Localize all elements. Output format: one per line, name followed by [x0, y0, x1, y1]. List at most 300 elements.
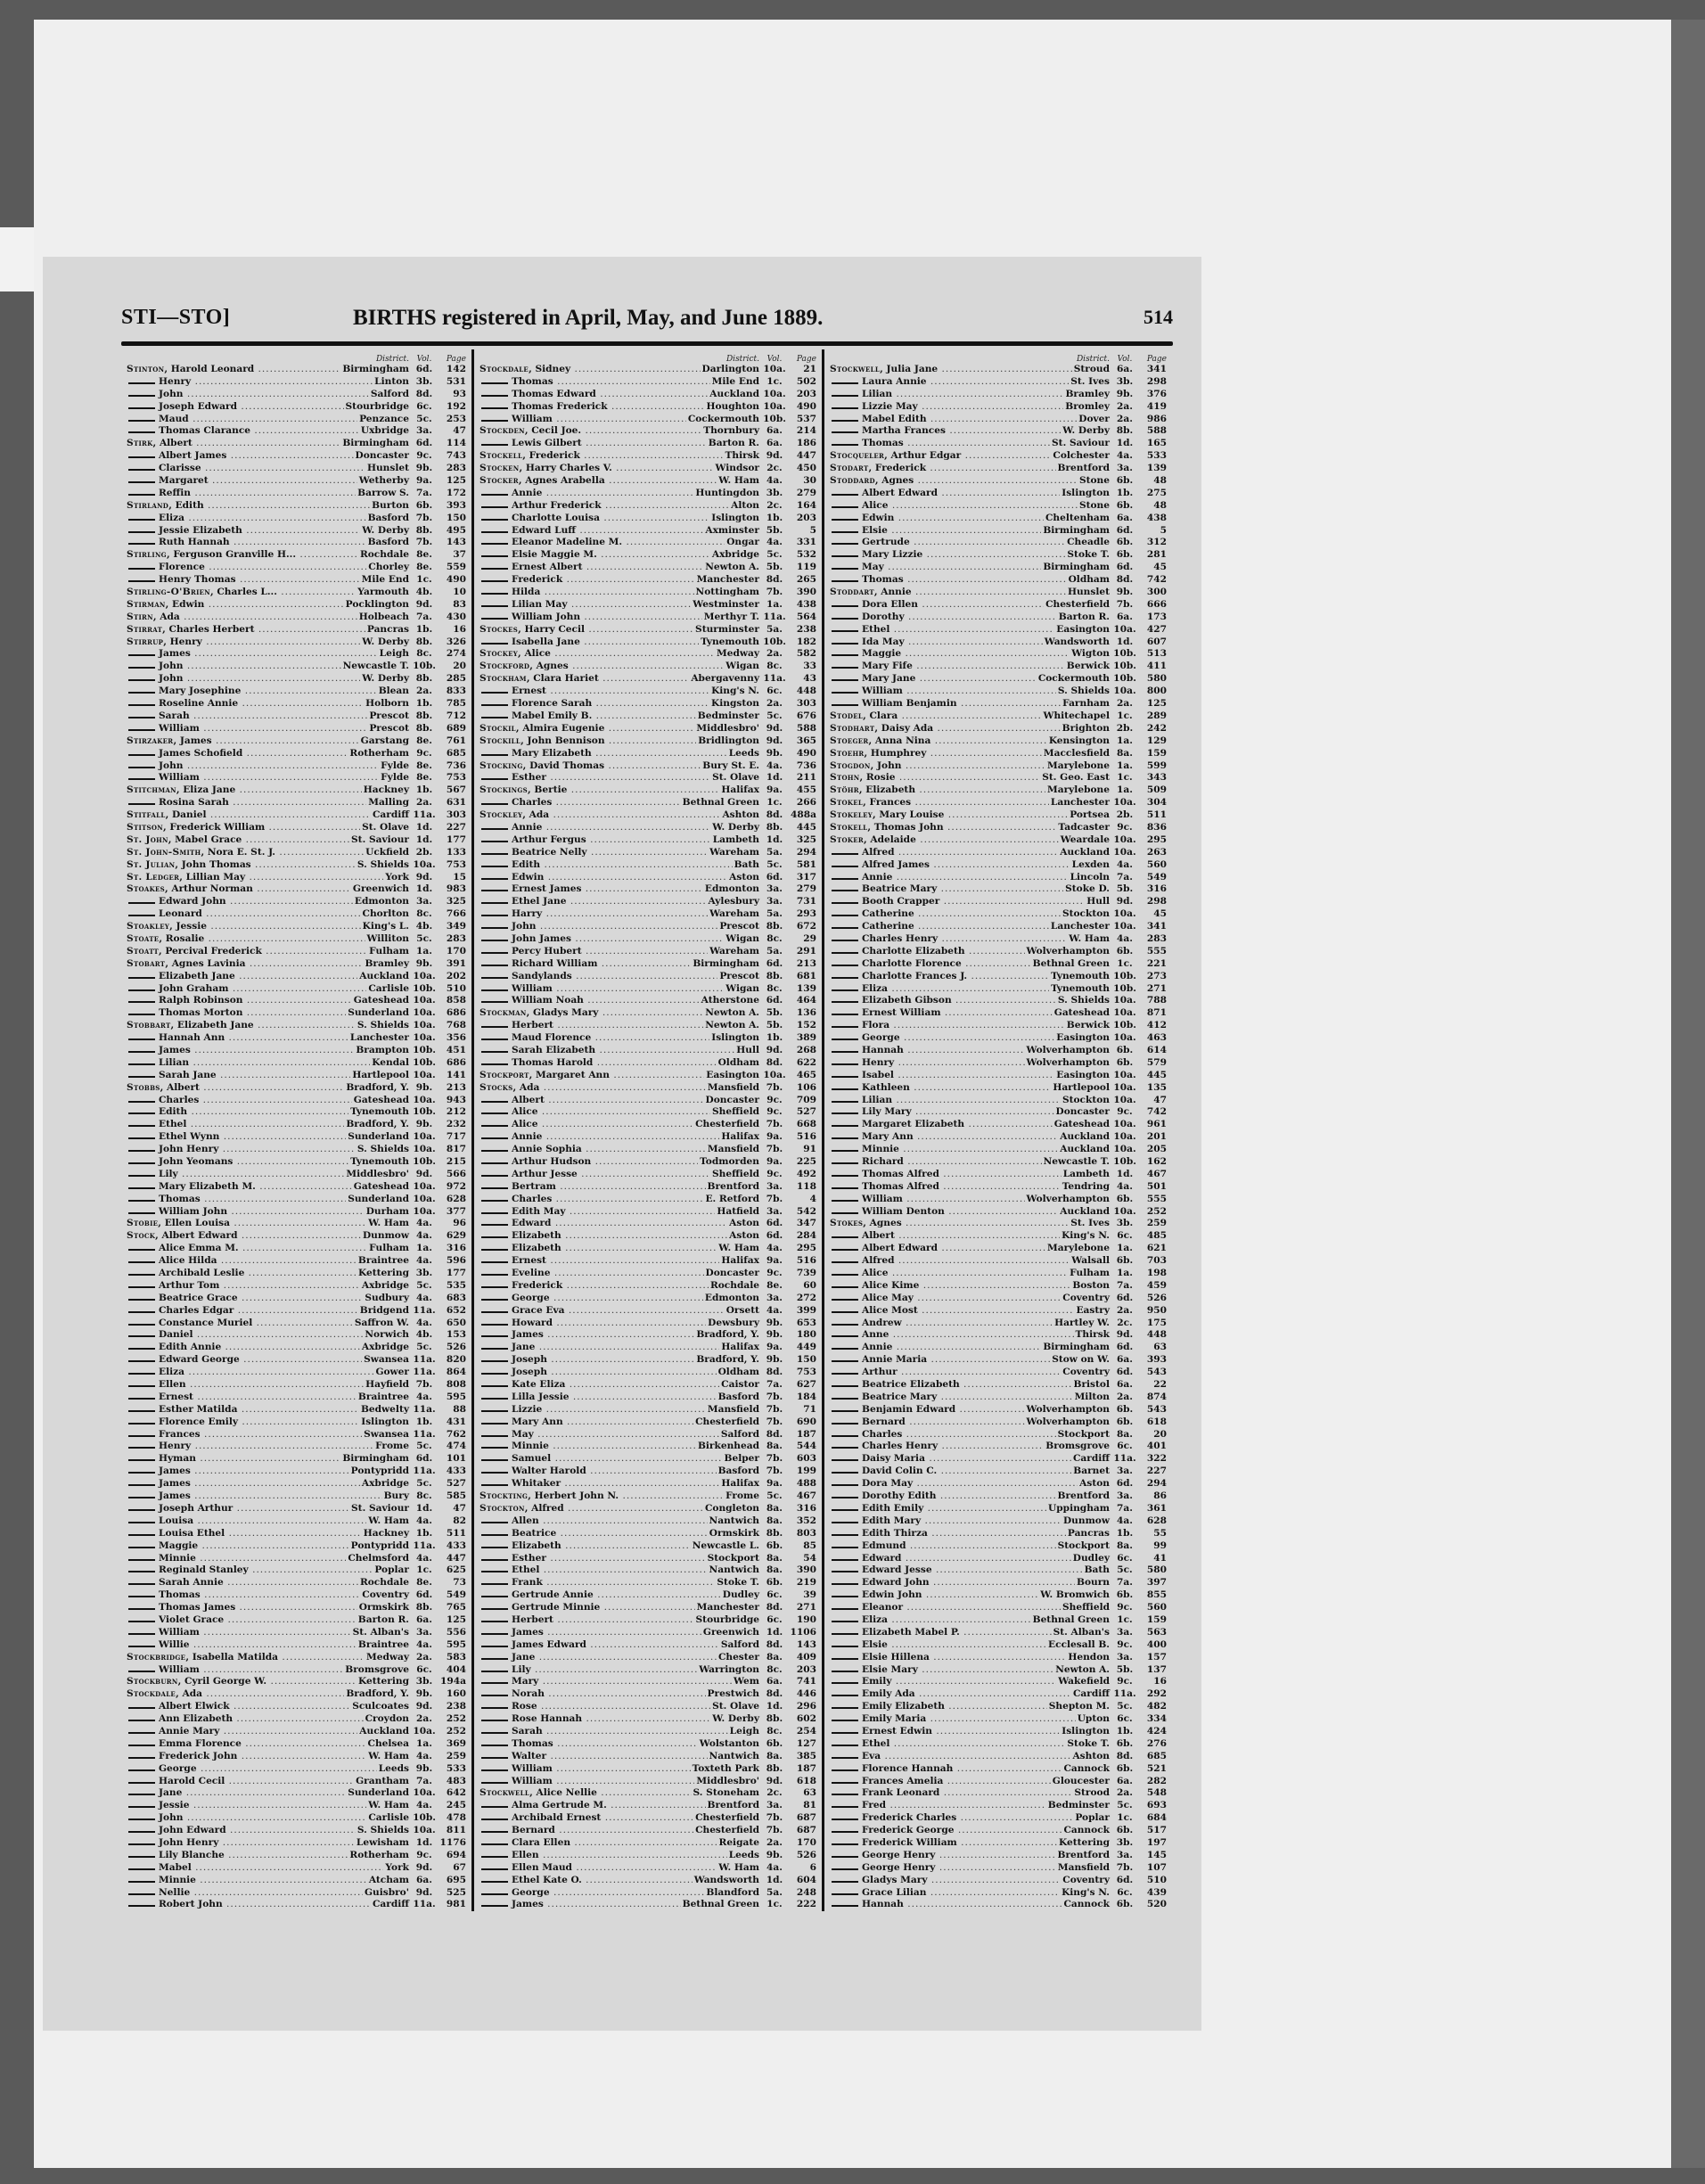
entry-page: 543: [1146, 1403, 1167, 1415]
entry-volume: 6d.: [415, 1453, 433, 1465]
entry-name: [127, 475, 357, 488]
entry-volume: 10a.: [763, 1069, 786, 1080]
entry-page: 47: [453, 1502, 466, 1514]
entry-volume: 2c.: [766, 463, 783, 474]
entry-district: Stone: [1078, 499, 1110, 511]
entry-district: Cardiff: [1072, 1688, 1110, 1700]
entry-page: 521: [1146, 1762, 1167, 1774]
register-entry: [127, 599, 466, 612]
entry-page: 761: [446, 735, 466, 746]
entry-page: 222: [796, 1899, 816, 1910]
entry-volume: 8b.: [415, 722, 433, 734]
entry-district: Barnet: [1073, 1466, 1110, 1477]
entry-district: Cockermouth: [1037, 673, 1110, 685]
entry-page: 385: [796, 1750, 816, 1761]
entry-given-names: John Edward: [159, 1825, 226, 1836]
entry-given-names: John: [159, 388, 184, 399]
entry-district: Ashton: [1072, 1750, 1110, 1761]
entry-volume: 1d.: [415, 821, 433, 833]
entry-page: 717: [446, 1131, 466, 1143]
entry-given-names: Lily Blanche: [159, 1849, 225, 1860]
register-entry: [127, 1701, 466, 1713]
entry-page: 45: [1153, 908, 1167, 920]
entry-volume: 1c.: [1117, 710, 1133, 721]
entry-given-names: Elizabeth: [512, 1539, 562, 1551]
entry-volume: 4b.: [415, 1329, 433, 1341]
entry-volume: 9b.: [415, 1119, 433, 1130]
entry-district: Dover: [1078, 413, 1110, 424]
entry-district: Cannock: [1063, 1825, 1110, 1836]
register-entry: [127, 1194, 466, 1206]
entry-volume: 8b.: [415, 524, 433, 536]
entry-name: [127, 1404, 359, 1416]
entry-district: Prescot: [719, 921, 759, 932]
entry-given-names: Ellen Maud: [512, 1861, 572, 1873]
entry-given-names: Esther: [512, 1552, 546, 1564]
register-entry: [127, 822, 466, 834]
register-entry: [480, 1367, 816, 1379]
register-entry: [127, 735, 466, 748]
entry-given-names: Minnie: [159, 1874, 196, 1885]
register-entry: [830, 784, 1167, 797]
entry-name: [127, 1119, 344, 1131]
register-entry: [830, 488, 1167, 500]
register-entry: [127, 1540, 466, 1553]
entry-page: 291: [796, 945, 816, 957]
entry-surname: Stockell: [480, 450, 523, 462]
entry-page: 986: [1146, 413, 1167, 424]
entry-given-names: Andrew: [862, 1317, 902, 1328]
entry-given-names: Frederick: [512, 574, 563, 586]
entry-given-names: Ferguson Granville H...: [173, 549, 297, 561]
entry-page: 47: [453, 425, 466, 437]
entry-district: Shepton M.: [1048, 1701, 1110, 1712]
entry-name: [830, 995, 1056, 1007]
register-entry: [480, 525, 816, 538]
entry-page: 275: [1146, 487, 1167, 498]
entry-district: Rochdale: [359, 549, 409, 561]
entry-district: Prescot: [719, 970, 759, 981]
entry-page: 83: [453, 598, 466, 610]
entry-page: 203: [796, 388, 816, 399]
entry-page: 136: [796, 1007, 816, 1019]
register-entry: [127, 1070, 466, 1082]
entry-volume: 9b.: [415, 1081, 433, 1093]
register-entry: [830, 859, 1167, 872]
register-entry: [480, 599, 816, 612]
entry-district: Braintree: [357, 1391, 409, 1402]
register-entry: [127, 1627, 466, 1639]
entry-volume: 6c.: [1117, 1230, 1133, 1242]
entry-name: [127, 537, 366, 549]
entry-page: 483: [446, 1775, 466, 1786]
register-entry: [127, 488, 466, 500]
entry-volume: 9d.: [415, 1861, 433, 1873]
entry-given-names: Mabel Edith: [862, 413, 927, 424]
entry-page: 628: [1146, 1515, 1167, 1526]
register-entry: [480, 1564, 816, 1577]
entry-name: Stockham, Clara Hariet .....: [480, 673, 689, 686]
entry-district: Aston: [1079, 1478, 1110, 1490]
register-entry: [480, 1144, 816, 1156]
register-entry: [830, 389, 1167, 401]
entry-name: [830, 1453, 1071, 1466]
entry-name: Stoate, Rosalie .....: [127, 933, 365, 946]
entry-page: 96: [453, 1218, 466, 1229]
entry-name: Stockes, Harry Cecil .....: [480, 624, 693, 636]
entry-page: 438: [796, 598, 816, 610]
entry-page: 272: [796, 1292, 816, 1303]
entry-page: 187: [796, 1762, 816, 1774]
entry-district: Bradford, Y.: [346, 1081, 409, 1093]
register-entry: [127, 1095, 466, 1107]
entry-volume: 9b.: [766, 1849, 783, 1860]
entry-volume: 10a.: [413, 1144, 436, 1155]
entry-given-names: Edith Thirza: [862, 1527, 928, 1539]
entry-district: Ashton: [722, 809, 759, 821]
entry-name: [480, 1318, 706, 1330]
entry-surname: Stockman: [480, 1007, 527, 1019]
entry-given-names: Elsie: [862, 1638, 888, 1650]
entry-district: Gateshead: [353, 995, 409, 1006]
entry-volume: 5b.: [766, 1007, 783, 1019]
entry-volume: 6b.: [1116, 1056, 1134, 1068]
entry-district: Islington: [711, 512, 759, 523]
entry-district: Leeds: [728, 747, 759, 759]
entry-page: 177: [446, 1268, 466, 1279]
entry-district: Axbridge: [361, 1279, 409, 1291]
register-entry: [830, 1206, 1167, 1219]
entry-name: Stockill, John Bennison .....: [480, 735, 696, 748]
register-entry: [127, 1392, 466, 1404]
entry-page: 274: [446, 648, 466, 660]
entry-district: Abergavenny: [691, 673, 759, 685]
entry-name: [830, 525, 1041, 538]
entry-page: 501: [1146, 1180, 1167, 1192]
entry-given-names: Ethel Jane: [512, 896, 567, 907]
entry-name: [127, 1776, 354, 1788]
entry-page: 101: [446, 1453, 466, 1465]
register-entry: [830, 1713, 1167, 1726]
register-entry: [480, 1280, 816, 1293]
register-entry: [830, 971, 1167, 983]
register-entry: [127, 475, 466, 488]
entry-name: [480, 1392, 717, 1404]
register-entry: [830, 648, 1167, 661]
entry-page: 618: [796, 1775, 816, 1786]
register-entry: [480, 414, 816, 426]
entry-district: Rotherham: [349, 747, 409, 759]
register-entry: [127, 872, 466, 884]
register-entry: [480, 475, 816, 488]
entry-district: Newton A.: [1055, 1663, 1110, 1675]
entry-district: Easington: [706, 1069, 759, 1080]
entry-district: Croydon: [365, 1713, 409, 1725]
entry-name: [830, 488, 1060, 500]
entry-volume: 10b.: [1113, 673, 1136, 685]
entry-volume: 5c.: [1117, 1701, 1133, 1712]
entry-district: Linton: [374, 375, 409, 387]
entry-volume: 4a.: [416, 1391, 432, 1402]
register-entry: [480, 1318, 816, 1330]
entry-given-names: James: [512, 1899, 544, 1910]
entry-name: [480, 500, 729, 513]
entry-given-names: Ernest Albert: [512, 562, 583, 573]
entry-page: 162: [1146, 1156, 1167, 1167]
entry-given-names: Clara Ellen: [512, 1836, 571, 1848]
register-entry: [127, 1342, 466, 1354]
column-header-vol: Vol.: [416, 355, 432, 364]
entry-given-names: Ernest: [159, 1391, 193, 1402]
entry-page: 811: [446, 1825, 466, 1836]
entry-page: 580: [1146, 1564, 1167, 1576]
entry-volume: 4a.: [416, 1800, 432, 1811]
entry-volume: 9b.: [766, 1329, 783, 1341]
entry-name: [830, 1032, 1054, 1045]
entry-given-names: Alice: [512, 1119, 538, 1130]
entry-page: 431: [446, 1416, 466, 1427]
entry-page: 490: [796, 747, 816, 759]
entry-volume: 6b.: [1116, 945, 1134, 957]
register-entry: [127, 1453, 466, 1466]
entry-page: 347: [796, 1218, 816, 1229]
column-header-district: District.: [1076, 355, 1110, 364]
entry-volume: 6c.: [766, 1589, 783, 1601]
register-entry: [830, 1664, 1167, 1677]
entry-name: [127, 1441, 373, 1453]
entry-name: [127, 1181, 352, 1194]
entry-given-names: Bernard: [862, 1416, 906, 1427]
entry-page: 685: [1146, 1750, 1167, 1761]
entry-name: [127, 1106, 348, 1119]
entry-volume: 11a.: [413, 1428, 436, 1440]
entry-name: [127, 1070, 350, 1082]
entry-given-names: Ida May: [862, 636, 905, 647]
entry-page: 213: [796, 957, 816, 969]
entry-given-names: Julia Jane: [886, 364, 939, 374]
entry-surname: Stockham: [480, 673, 527, 685]
entry-given-names: Ethel: [862, 1737, 890, 1749]
register-entry: [480, 562, 816, 574]
entry-name: [830, 1652, 1066, 1664]
entry-volume: 8d.: [766, 1367, 783, 1378]
entry-district: Auckland: [1060, 846, 1110, 858]
entry-volume: 1d.: [415, 883, 433, 895]
entry-district: Sturminster: [695, 623, 759, 635]
entry-district: Fylde: [381, 759, 409, 771]
entry-volume: 5a.: [766, 623, 783, 635]
entry-district: Brighton: [1062, 722, 1110, 734]
entry-given-names: Charles Henry: [862, 1441, 939, 1452]
entry-given-names: Rose Hannah: [512, 1713, 583, 1725]
entry-volume: 1b.: [1116, 487, 1134, 498]
entry-volume: 8d.: [766, 574, 783, 586]
register-entry: [127, 1230, 466, 1243]
entry-page: 266: [796, 797, 816, 809]
entry-volume: 2c.: [1117, 1317, 1133, 1328]
entry-page: 157: [1146, 1651, 1167, 1663]
entry-name: [830, 1342, 1041, 1354]
entry-district: Medway: [716, 648, 759, 660]
entry-volume: 9d.: [1116, 896, 1134, 907]
entry-name: [127, 1318, 353, 1330]
entry-given-names: Rosalie: [165, 932, 205, 944]
entry-volume: 8e.: [416, 549, 432, 561]
register-entry: [830, 1800, 1167, 1812]
entry-district: King's N.: [711, 686, 759, 697]
entry-page: 221: [1146, 957, 1167, 969]
register-entry: [480, 612, 816, 624]
entry-given-names: Dorothy: [862, 611, 905, 622]
entry-page: 972: [446, 1180, 466, 1192]
entry-page: 474: [446, 1441, 466, 1452]
entry-volume: 2a.: [416, 1651, 432, 1663]
entry-given-names: Lilian: [862, 388, 893, 399]
entry-district: St. Olave: [362, 821, 409, 833]
entry-page: 292: [1146, 1688, 1167, 1700]
entry-volume: 9a.: [766, 1131, 783, 1143]
entry-district: Stourbridge: [695, 1613, 759, 1625]
entry-given-names: Mary Fife: [862, 661, 913, 672]
entry-district: Bromsgrove: [345, 1663, 409, 1675]
entry-district: Windsor: [715, 463, 759, 474]
entry-page: 820: [446, 1354, 466, 1366]
entry-volume: 6c.: [1117, 1713, 1133, 1725]
register-entry: [830, 1441, 1167, 1453]
register-entry: [127, 673, 466, 686]
entry-page: 63: [803, 1787, 816, 1799]
register-entry: [830, 1342, 1167, 1354]
entry-given-names: Albert: [167, 1081, 200, 1093]
register-entry: [480, 1751, 816, 1763]
register-entry: [127, 537, 466, 549]
entry-name: [480, 1293, 703, 1305]
entry-district: Bristol: [1073, 1379, 1110, 1391]
register-entry: [480, 1095, 816, 1107]
entry-given-names: Arthur Frederick: [512, 499, 602, 511]
entry-page: 194a: [440, 1676, 466, 1687]
entry-page: 159: [1146, 1613, 1167, 1625]
entry-page: 622: [796, 1056, 816, 1068]
entry-district: S. Shields: [357, 1144, 409, 1155]
entry-surname: Stockley: [480, 809, 523, 821]
entry-district: W. Derby: [362, 636, 409, 647]
entry-given-names: James: [512, 1329, 544, 1341]
register-entry: [830, 1429, 1167, 1441]
entry-page: 316: [796, 1502, 816, 1514]
entry-name: Stöhr, Elizabeth .....: [830, 784, 1045, 797]
entry-name: [480, 376, 710, 389]
entry-volume: 1b.: [415, 1416, 433, 1427]
entry-volume: 6a.: [1117, 611, 1133, 622]
entry-page: 650: [446, 1317, 466, 1328]
entry-name: [480, 847, 708, 859]
entry-volume: 8b.: [766, 1713, 783, 1725]
entry-district: Cardiff: [1072, 1453, 1110, 1465]
entry-page: 549: [1146, 871, 1167, 883]
entry-name: [480, 1553, 706, 1565]
entry-name: [480, 1243, 717, 1255]
register-entry: [127, 1354, 466, 1367]
entry-volume: 7b.: [766, 1812, 783, 1824]
entry-volume: 8b.: [766, 921, 783, 932]
entry-volume: 3a.: [416, 425, 432, 437]
entry-page: 399: [796, 1304, 816, 1316]
entry-page: 447: [446, 1552, 466, 1564]
entry-given-names: George: [512, 1292, 550, 1303]
entry-district: Leeds: [378, 1762, 409, 1774]
entry-district: Cannock: [1063, 1762, 1110, 1774]
entry-volume: 8d.: [766, 809, 783, 821]
entry-volume: 9d.: [1116, 1329, 1134, 1341]
register-entry: [127, 562, 466, 574]
entry-volume: 8d.: [1116, 1750, 1134, 1761]
entry-page: 150: [796, 1354, 816, 1366]
entry-volume: 6a.: [1117, 1775, 1133, 1786]
entry-page: 298: [1146, 375, 1167, 387]
register-entry: [127, 438, 466, 450]
entry-name: Stokes, Agnes .....: [830, 1218, 1069, 1230]
entry-name: Stodart, Frederick .....: [830, 463, 1056, 475]
entry-district: W. Ham: [718, 475, 759, 487]
entry-given-names: Gertrude Minnie: [512, 1602, 601, 1613]
entry-given-names: Ernest Edwin: [862, 1725, 932, 1737]
register-entry: [830, 834, 1167, 847]
entry-given-names: Edward John: [159, 896, 226, 907]
entry-name: [480, 1652, 717, 1664]
entry-district: Mansfield: [707, 1403, 759, 1415]
entry-district: Darlington: [701, 364, 759, 374]
entry-name: [480, 1701, 710, 1713]
entry-given-names: Martha Frances: [862, 425, 946, 437]
entry-surname: Stockes: [480, 623, 519, 635]
entry-given-names: William John: [159, 1205, 228, 1217]
entry-given-names: Kathleen: [862, 1081, 910, 1093]
entry-given-names: Mabel: [159, 1861, 192, 1873]
entry-name: [127, 1268, 357, 1280]
entry-given-names: Constance Muriel: [159, 1317, 253, 1328]
register-entry: [127, 809, 466, 822]
entry-page: 304: [1146, 797, 1167, 809]
entry-district: Nantwich: [709, 1515, 759, 1526]
register-entry: [480, 1875, 816, 1887]
register-entry: [127, 1478, 466, 1490]
entry-name: Stocken, Harry Charles V. .....: [480, 463, 714, 475]
entry-name: [480, 698, 709, 710]
entry-name: [830, 1701, 1047, 1713]
entry-given-names: Ralph Robinson: [159, 995, 243, 1006]
entry-surname: Stock: [127, 1230, 156, 1242]
entry-page: 560: [1146, 858, 1167, 870]
entry-district: Bethnal Green: [682, 797, 759, 809]
register-entry: [127, 748, 466, 760]
entry-volume: 5c.: [416, 932, 432, 944]
entry-name: [480, 1305, 725, 1318]
entry-volume: 5c.: [766, 858, 783, 870]
entry-district: Uppingham: [1048, 1502, 1110, 1514]
entry-name: [127, 1392, 357, 1404]
entry-given-names: Joseph: [512, 1367, 547, 1378]
entry-district: Hackney: [363, 1527, 409, 1539]
register-entry: [480, 1243, 816, 1255]
entry-name: [480, 1095, 704, 1107]
entry-district: Birmingham: [693, 957, 759, 969]
entry-district: Eastry: [1076, 1304, 1110, 1316]
entry-name: [127, 525, 360, 538]
entry-page: 145: [1146, 1849, 1167, 1860]
entry-page: 588: [796, 722, 816, 734]
entry-given-names: Beatrice: [512, 1527, 557, 1539]
